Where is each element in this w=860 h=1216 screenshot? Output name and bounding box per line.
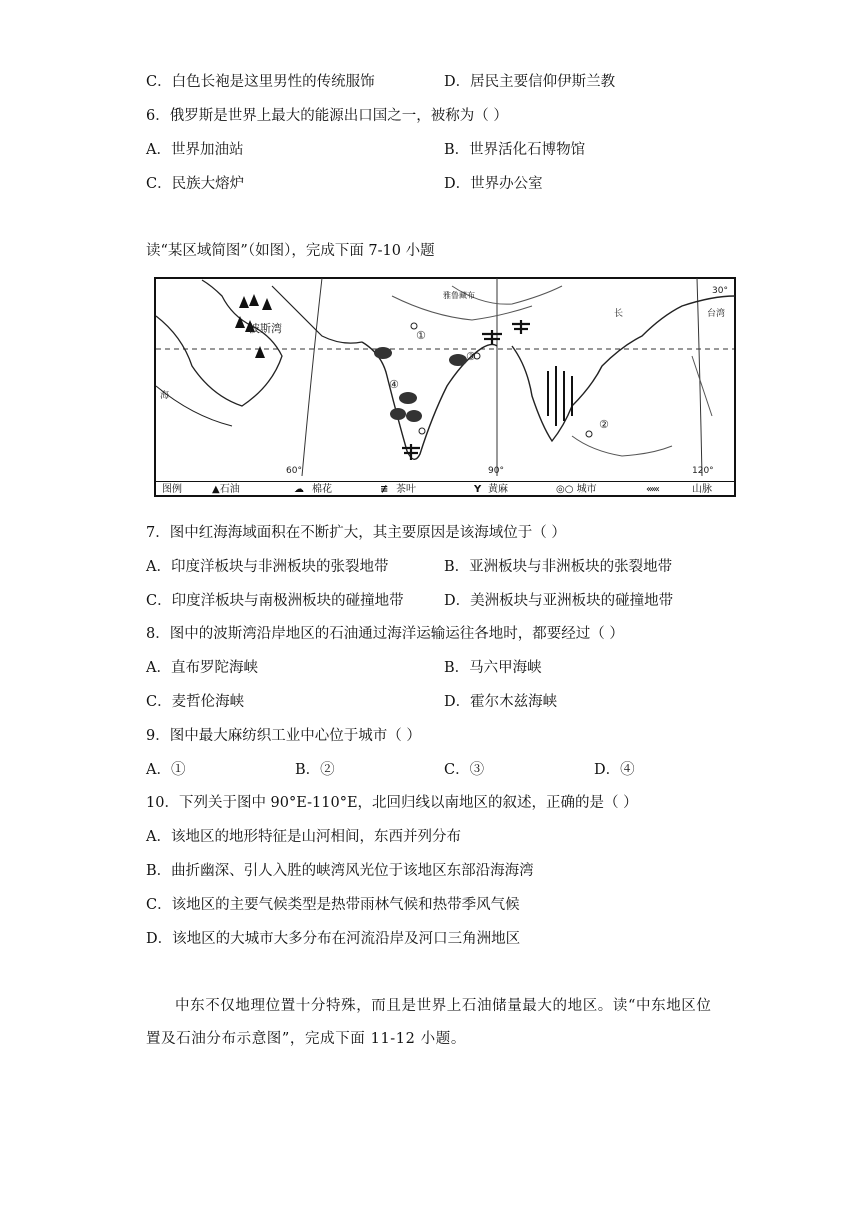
label-lat-30: 30° <box>712 286 728 296</box>
q7-option-c: C．印度洋板块与南极洲板块的碰撞地带 <box>146 593 404 609</box>
q7-option-d: D．美洲板块与亚洲板块的碰撞地带 <box>444 593 674 609</box>
label-city-3: ③ <box>466 350 476 363</box>
q5-option-d: D．居民主要信仰伊斯兰教 <box>444 74 616 90</box>
region-map <box>152 276 738 498</box>
label-h: 海 <box>160 391 170 401</box>
q8-stem: 8．图中的波斯湾沿岸地区的石油通过海洋运输运往各地时，都要经过（ ） <box>146 626 624 642</box>
q8-option-d: D．霍尔木兹海峡 <box>444 694 558 710</box>
q6-stem: 6．俄罗斯是世界上最大的能源出口国之一，被称为（ ） <box>146 108 508 124</box>
intro-7-10: 读“某区域简图”（如图），完成下面 7-10 小题 <box>146 243 435 259</box>
q7-option-a: A．印度洋板块与非洲板块的张裂地带 <box>146 559 389 575</box>
tea-icon: ≢ <box>380 484 389 495</box>
label-lon-90: 90° <box>488 466 504 476</box>
cotton-icon: ☁ <box>294 484 304 495</box>
legend-jute: 黄麻 <box>488 484 508 495</box>
label-city-1: ① <box>416 329 426 342</box>
label-city-2: ② <box>599 418 609 431</box>
q6-option-a: A．世界加油站 <box>146 142 244 158</box>
q10-option-a: A．该地区的地形特征是山河相间，东西并列分布 <box>146 829 461 845</box>
map-legend <box>156 481 736 497</box>
mountain-icon: ‹‹‹‹‹‹ <box>646 484 658 495</box>
q6-option-d: D．世界办公室 <box>444 176 543 192</box>
q9-option-c: C．③ <box>444 762 485 778</box>
q7-option-b: B．亚洲板块与非洲板块的张裂地带 <box>444 559 673 575</box>
legend-mountain: 山脉 <box>692 484 712 495</box>
intro-11-12-line2: 置及石油分布示意图”，完成下面 11-12 小题。 <box>146 1031 466 1047</box>
label-taiwan: 台湾 <box>707 309 726 319</box>
label-changjiang: 长 <box>614 309 624 319</box>
legend-tea: 茶叶 <box>396 484 416 495</box>
q9-option-a: A．① <box>146 762 186 778</box>
q10-option-c: C．该地区的主要气候类型是热带雨林气候和热带季风气候 <box>146 897 520 913</box>
legend-oil: ▲石油 <box>212 484 240 495</box>
q6-option-c: C．民族大熔炉 <box>146 176 245 192</box>
region-map-drawing <box>152 276 738 498</box>
q8-option-c: C．麦哲伦海峡 <box>146 694 245 710</box>
q7-stem: 7．图中红海海域面积在不断扩大，其主要原因是该海域位于（ ） <box>146 525 566 541</box>
label-yalu: 雅鲁藏布 <box>443 291 475 300</box>
q8-option-b: B．马六甲海峡 <box>444 660 542 676</box>
q6-option-b: B．世界活化石博物馆 <box>444 142 586 158</box>
label-city-4: ④ <box>389 378 399 391</box>
q9-option-b: B．② <box>295 762 335 778</box>
legend-city: ◎○ 城市 <box>556 484 597 495</box>
q9-stem: 9．图中最大麻纺织工业中心位于城市（ ） <box>146 728 421 744</box>
q10-option-d: D．该地区的大城市大多分布在河流沿岸及河口三角洲地区 <box>146 931 521 947</box>
jute-icon: Y <box>474 484 482 495</box>
q10-stem: 10．下列关于图中 90°E-110°E，北回归线以南地区的叙述，正确的是（ ） <box>146 795 638 811</box>
legend-cotton: 棉花 <box>312 484 332 495</box>
label-lon-120: 120° <box>692 466 714 476</box>
intro-11-12-line1: 中东不仅地理位置十分特殊，而且是世界上石油储量最大的地区。读“中东地区位 <box>175 998 712 1014</box>
legend-title: 图例 <box>162 484 182 495</box>
q5-option-c: C．白色长袍是这里男性的传统服饰 <box>146 74 375 90</box>
q8-option-a: A．直布罗陀海峡 <box>146 660 258 676</box>
label-lon-60: 60° <box>286 466 302 476</box>
q10-option-b: B．曲折幽深、引人入胜的峡湾风光位于该地区东部沿海海湾 <box>146 863 534 879</box>
label-persian-gulf: 波斯湾 <box>249 322 282 335</box>
q9-option-d: D．④ <box>594 762 635 778</box>
